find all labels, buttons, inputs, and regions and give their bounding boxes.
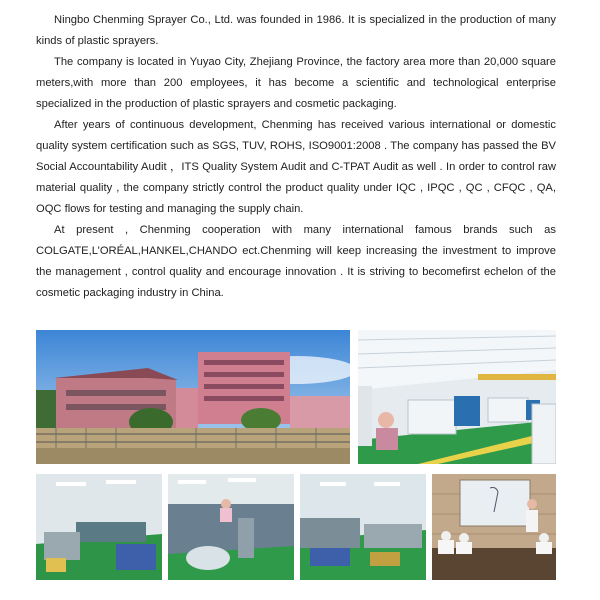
injection-workshop-photo [358,330,556,464]
assembly-line-photo-1 [36,474,162,580]
assembly-line-photo-3 [300,474,426,580]
company-profile-text [36,10,556,304]
factory-building-photo [36,330,350,464]
paragraph-brands: At present , Chenming cooperation with many international famous brands such as COLGATE,L’ORÉAL,HANKEL,CHANDO ect.Chenming will keep increasing the investment to improve the management , control quality and encourage innovation . It is striving to becomefirst echelon of the cosmetic packaging industry in China. [36,224,556,299]
assembly-line-photo-2 [168,474,294,580]
paragraph-founding: Ningbo Chenming Sprayer Co., Ltd. was founded in 1986. It is specialized in the production of many kinds of plastic sprayers. [36,14,556,47]
paragraph-certification: After years of continuous development, Chenming has received various international or domestic quality system certification such as SGS, TUV, ROHS, ISO9001:2008 . The company has passed the BV Social Accountability Audit ，ITS Quality System Audit and C-TPAT Audit as well . In order to control raw material quality , the company strictly control the product quality under IQC , IPQC , QC , CFQC , QA, OQC flows for testing and managing the supply chain. [36,119,556,215]
training-room-photo [432,474,556,580]
paragraph-location: The company is located in Yuyao City, Zhejiang Province, the factory area more than 20,000 square meters,with more than 200 employees, it has become a scientific and technological enterprise specialized in the production of plastic sprayers and cosmetic packaging. [36,56,556,110]
